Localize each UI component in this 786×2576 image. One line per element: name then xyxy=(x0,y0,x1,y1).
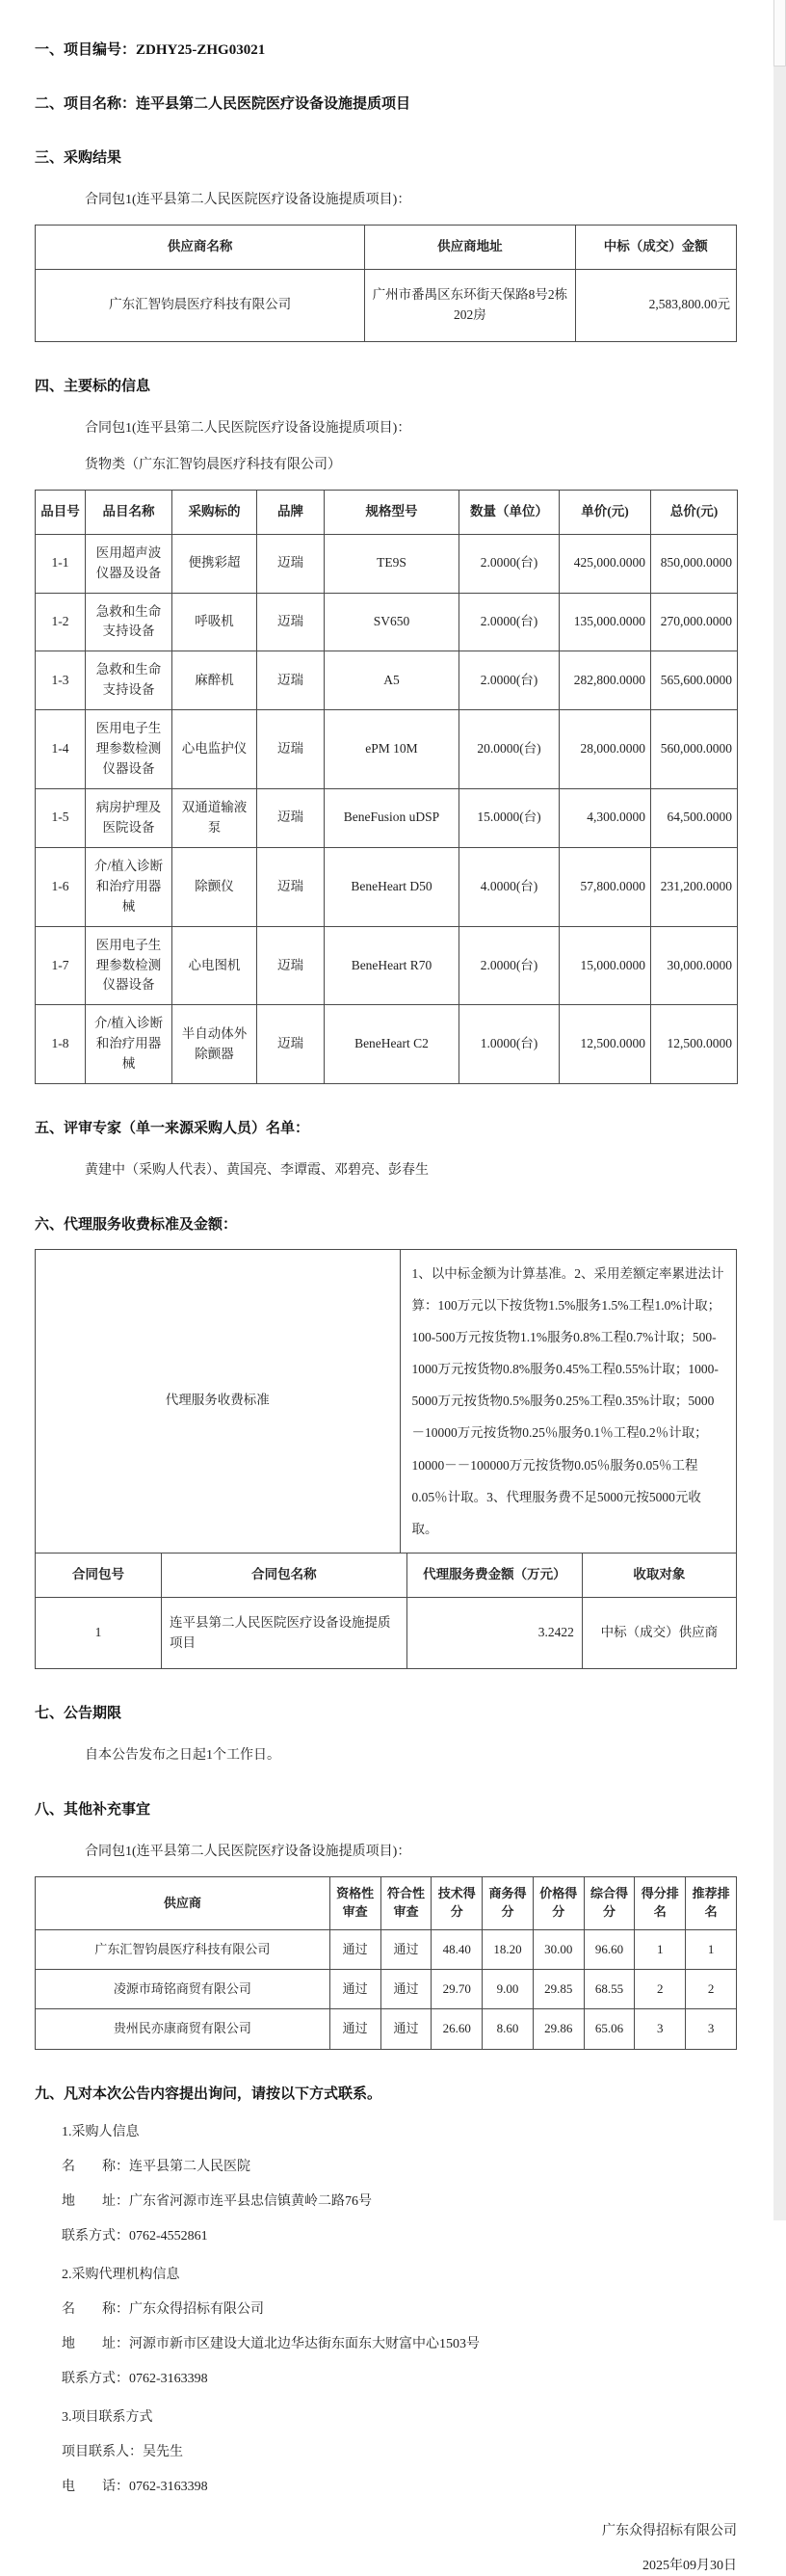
column-header: 合同包号 xyxy=(36,1553,162,1597)
column-header: 收取对象 xyxy=(582,1553,736,1597)
project-contact-person: 项目联系人：吴先生 xyxy=(62,2444,183,2459)
column-header: 价格得分 xyxy=(533,1877,584,1930)
table-cell: 医用电子生理参数检测仪器设备 xyxy=(86,926,172,1005)
table-cell: 迈瑞 xyxy=(257,534,325,593)
table-cell: 29.70 xyxy=(432,1970,483,2009)
table-cell: 29.85 xyxy=(533,1970,584,2009)
table-row xyxy=(36,1930,737,1970)
section-experts-heading: 五、评审专家（单一来源采购人员）名单： xyxy=(35,1121,310,1137)
table-cell: 半自动体外除颤器 xyxy=(172,1005,257,1084)
table-cell: 广东汇智钧晨医疗科技有限公司 xyxy=(36,1930,330,1970)
table-header-row xyxy=(36,490,738,534)
agency-contact: 联系方式：0762-3163398 xyxy=(62,2371,208,2386)
table-row xyxy=(36,926,738,1005)
column-header: 单价(元) xyxy=(560,490,651,534)
column-header: 中标（成交）金额 xyxy=(575,226,736,270)
column-header: 供应商 xyxy=(36,1877,330,1930)
table-cell: 8.60 xyxy=(483,2009,534,2049)
announcement-period-text: 自本公告发布之日起1个工作日。 xyxy=(85,1748,280,1764)
table-row xyxy=(36,1005,738,1084)
table-cell: 便携彩超 xyxy=(172,534,257,593)
table-cell: 医用超声波仪器及设备 xyxy=(86,534,172,593)
table-cell: 介/植入诊断和治疗用器械 xyxy=(86,847,172,926)
table-cell: 2.0000(台) xyxy=(459,651,560,710)
table-cell: 2.0000(台) xyxy=(459,534,560,593)
table-cell: 425,000.0000 xyxy=(560,534,651,593)
table-cell: BeneHeart R70 xyxy=(325,926,459,1005)
table-cell: 135,000.0000 xyxy=(560,593,651,651)
table-cell: 1-6 xyxy=(36,847,86,926)
purchaser-info-heading: 1.采购人信息 xyxy=(62,2124,140,2139)
section-project-name-heading xyxy=(35,94,737,114)
column-header: 品目号 xyxy=(36,490,86,534)
table-cell: 4.0000(台) xyxy=(459,847,560,926)
table-cell: 2 xyxy=(686,1970,737,2009)
column-header: 规格型号 xyxy=(325,490,459,534)
table-cell: 病房护理及医院设备 xyxy=(86,788,172,847)
project-name-value: 连平县第二人民医院医疗设备设施提质项目 xyxy=(136,96,411,112)
table-cell: 68.55 xyxy=(584,1970,635,2009)
table-cell: 迈瑞 xyxy=(257,710,325,789)
section-main-subject-heading: 四、主要标的信息 xyxy=(35,378,151,394)
supplier-score-table xyxy=(35,1876,737,2049)
table-header-row xyxy=(36,226,737,270)
table-cell: 凌源市琦铭商贸有限公司 xyxy=(36,1970,330,2009)
table-row xyxy=(36,847,738,926)
table-cell: 282,800.0000 xyxy=(560,651,651,710)
purchaser-contact: 联系方式：0762-4552861 xyxy=(62,2228,208,2244)
table-cell: 2.0000(台) xyxy=(459,593,560,651)
table-cell: 18.20 xyxy=(483,1930,534,1970)
table-cell: 贵州民亦康商贸有限公司 xyxy=(36,2009,330,2049)
column-header: 符合性审查 xyxy=(380,1877,432,1930)
agency-fee-amount-table xyxy=(35,1553,737,1670)
table-cell: 65.06 xyxy=(584,2009,635,2049)
table-cell: ePM 10M xyxy=(325,710,459,789)
column-header: 数量（单位） xyxy=(459,490,560,534)
agency-name: 名 称：广东众得招标有限公司 xyxy=(62,2301,264,2317)
section-agency-fee-heading: 六、代理服务收费标准及金额： xyxy=(35,1217,238,1234)
table-cell: SV650 xyxy=(325,593,459,651)
fee-standard-text: 1、以中标金额为计算基准。2、采用差额定率累进法计算：100万元以下按货物1.5%服务1.5%工程1.0%计取；100-500万元按货物1.1%服务0.8%工程0.7%计取；500-1000万元按货物0.8%服务0.45%工程0.55%计取；1000-5000万元按货物0.5%服务0.25%工程0.35%计取；5000－10000万元按货物0.25％服务0.1％工程0.2％计取；10000－－100000万元按货物0.05％服务0.05％工程0.05％计取。3、代理服务费不足5000元按5000元收取。 xyxy=(400,1250,736,1554)
table-cell: 1-4 xyxy=(36,710,86,789)
table-row xyxy=(36,534,738,593)
table-cell: 迈瑞 xyxy=(257,788,325,847)
score-package-line: 合同包1(连平县第二人民医院医疗设备设施提质项目)： xyxy=(85,1845,411,1860)
table-cell: 迈瑞 xyxy=(257,847,325,926)
table-cell: 1 xyxy=(686,1930,737,1970)
table-cell: 通过 xyxy=(380,1930,432,1970)
table-cell: 12,500.0000 xyxy=(560,1005,651,1084)
table-row xyxy=(36,651,738,710)
table-cell: 1-3 xyxy=(36,651,86,710)
table-cell: 15,000.0000 xyxy=(560,926,651,1005)
table-cell: 心电图机 xyxy=(172,926,257,1005)
table-cell: 迈瑞 xyxy=(257,926,325,1005)
table-cell: 1 xyxy=(635,1930,686,1970)
table-cell: 通过 xyxy=(329,1970,380,2009)
table-cell: 通过 xyxy=(329,2009,380,2049)
table-cell: 广州市番禺区东环街天保路8号2栋202房 xyxy=(365,269,575,341)
table-cell: 通过 xyxy=(329,1930,380,1970)
table-cell: 急救和生命支持设备 xyxy=(86,593,172,651)
table-cell: 20.0000(台) xyxy=(459,710,560,789)
table-cell: 3.2422 xyxy=(406,1597,582,1669)
table-cell: 850,000.0000 xyxy=(651,534,738,593)
table-cell: 29.86 xyxy=(533,2009,584,2049)
table-cell: 3 xyxy=(635,2009,686,2049)
column-header: 供应商名称 xyxy=(36,226,365,270)
fee-standard-label: 代理服务收费标准 xyxy=(36,1250,401,1554)
table-cell: 28,000.0000 xyxy=(560,710,651,789)
table-cell: 1-8 xyxy=(36,1005,86,1084)
agency-fee-standard-table xyxy=(35,1249,737,1554)
table-cell: 1 xyxy=(36,1597,162,1669)
main-subject-table xyxy=(35,490,738,1084)
table-cell: 迈瑞 xyxy=(257,593,325,651)
project-name-label: 二、项目名称： xyxy=(35,96,137,112)
column-header: 商务得分 xyxy=(483,1877,534,1930)
table-row xyxy=(36,1597,737,1669)
section-procurement-result-heading: 三、采购结果 xyxy=(35,150,122,166)
table-cell: 麻醉机 xyxy=(172,651,257,710)
table-cell: 48.40 xyxy=(432,1930,483,1970)
table-cell: 96.60 xyxy=(584,1930,635,1970)
table-cell: 1-7 xyxy=(36,926,86,1005)
section-other-matters-heading: 八、其他补充事宜 xyxy=(35,1802,151,1819)
column-header: 推荐排名 xyxy=(686,1877,737,1930)
subject-package-line: 合同包1(连平县第二人民医院医疗设备设施提质项目)： xyxy=(85,420,411,436)
table-cell: 通过 xyxy=(380,2009,432,2049)
footer-company: 广东众得招标有限公司 xyxy=(602,2523,737,2538)
table-cell: 2.0000(台) xyxy=(459,926,560,1005)
project-number-value: ZDHY25-ZHG03021 xyxy=(136,42,266,58)
result-package-line: 合同包1(连平县第二人民医院医疗设备设施提质项目)： xyxy=(85,193,411,207)
table-cell: 57,800.0000 xyxy=(560,847,651,926)
subject-category-line: 货物类（广东汇智钧晨医疗科技有限公司） xyxy=(85,457,341,472)
experts-names: 黄建中（采购人代表）、黄国亮、李谭霞、邓碧亮、彭春生 xyxy=(85,1163,429,1179)
table-cell: BeneFusion uDSP xyxy=(325,788,459,847)
table-row xyxy=(36,593,738,651)
project-number-label: 一、项目编号： xyxy=(35,42,137,58)
agency-address: 地 址：河源市新市区建设大道北边华达街东面东大财富中心1503号 xyxy=(62,2336,480,2351)
table-cell: 迈瑞 xyxy=(257,651,325,710)
table-header-row xyxy=(36,1877,737,1930)
table-cell: 1.0000(台) xyxy=(459,1005,560,1084)
table-cell: 1-2 xyxy=(36,593,86,651)
table-cell: 64,500.0000 xyxy=(651,788,738,847)
procurement-result-table xyxy=(35,225,737,342)
agency-info-heading: 2.采购代理机构信息 xyxy=(62,2267,180,2282)
column-header: 总价(元) xyxy=(651,490,738,534)
table-cell: 3 xyxy=(686,2009,737,2049)
footer-date: 2025年09月30日 xyxy=(642,2558,737,2573)
table-cell: 2,583,800.00元 xyxy=(575,269,736,341)
table-cell: BeneHeart C2 xyxy=(325,1005,459,1084)
table-cell: 迈瑞 xyxy=(257,1005,325,1084)
table-row xyxy=(36,2009,737,2049)
table-cell: 广东汇智钧晨医疗科技有限公司 xyxy=(36,269,365,341)
table-cell: 连平县第二人民医院医疗设备设施提质项目 xyxy=(162,1597,407,1669)
table-cell: 1-1 xyxy=(36,534,86,593)
table-cell: 医用电子生理参数检测仪器设备 xyxy=(86,710,172,789)
section-announcement-period-heading: 七、公告期限 xyxy=(35,1706,122,1722)
table-cell: 565,600.0000 xyxy=(651,651,738,710)
purchaser-name: 名 称：连平县第二人民医院 xyxy=(62,2159,250,2174)
column-header: 品目名称 xyxy=(86,490,172,534)
table-cell: 4,300.0000 xyxy=(560,788,651,847)
table-cell: 介/植入诊断和治疗用器械 xyxy=(86,1005,172,1084)
purchaser-address: 地 址：广东省河源市连平县忠信镇黄岭二路76号 xyxy=(62,2193,372,2209)
table-cell: 30.00 xyxy=(533,1930,584,1970)
column-header: 合同包名称 xyxy=(162,1553,407,1597)
scrollbar-thumb[interactable] xyxy=(773,0,786,66)
table-cell: 心电监护仪 xyxy=(172,710,257,789)
project-contact-phone: 电 话：0762-3163398 xyxy=(62,2479,208,2494)
table-cell: 30,000.0000 xyxy=(651,926,738,1005)
table-cell: 急救和生命支持设备 xyxy=(86,651,172,710)
table-row xyxy=(36,1970,737,2009)
table-cell: 231,200.0000 xyxy=(651,847,738,926)
table-cell: 26.60 xyxy=(432,2009,483,2049)
table-cell: 1-5 xyxy=(36,788,86,847)
column-header: 综合得分 xyxy=(584,1877,635,1930)
table-cell: 2 xyxy=(635,1970,686,2009)
table-cell: 15.0000(台) xyxy=(459,788,560,847)
table-cell: 除颤仪 xyxy=(172,847,257,926)
table-cell: 双通道输液泵 xyxy=(172,788,257,847)
column-header: 资格性审查 xyxy=(329,1877,380,1930)
table-cell: BeneHeart D50 xyxy=(325,847,459,926)
table-cell: 中标（成交）供应商 xyxy=(582,1597,736,1669)
table-cell: 270,000.0000 xyxy=(651,593,738,651)
column-header: 采购标的 xyxy=(172,490,257,534)
table-row xyxy=(36,788,738,847)
table-header-row xyxy=(36,1553,737,1597)
table-cell: 560,000.0000 xyxy=(651,710,738,789)
column-header: 品牌 xyxy=(257,490,325,534)
table-cell: 9.00 xyxy=(483,1970,534,2009)
column-header: 技术得分 xyxy=(432,1877,483,1930)
project-contact-heading: 3.项目联系方式 xyxy=(62,2409,153,2425)
table-cell: 通过 xyxy=(380,1970,432,2009)
column-header: 得分排名 xyxy=(635,1877,686,1930)
table-row xyxy=(36,710,738,789)
table-cell: A5 xyxy=(325,651,459,710)
table-cell: 呼吸机 xyxy=(172,593,257,651)
table-cell: TE9S xyxy=(325,534,459,593)
table-cell: 12,500.0000 xyxy=(651,1005,738,1084)
section-project-number-heading xyxy=(35,40,737,60)
section-contact-heading: 九、凡对本次公告内容提出询问，请按以下方式联系。 xyxy=(35,2085,382,2102)
scrollbar-track[interactable] xyxy=(773,0,786,2220)
table-row xyxy=(36,1250,737,1554)
column-header: 代理服务费金额（万元） xyxy=(406,1553,582,1597)
column-header: 供应商地址 xyxy=(365,226,575,270)
table-row xyxy=(36,269,737,341)
